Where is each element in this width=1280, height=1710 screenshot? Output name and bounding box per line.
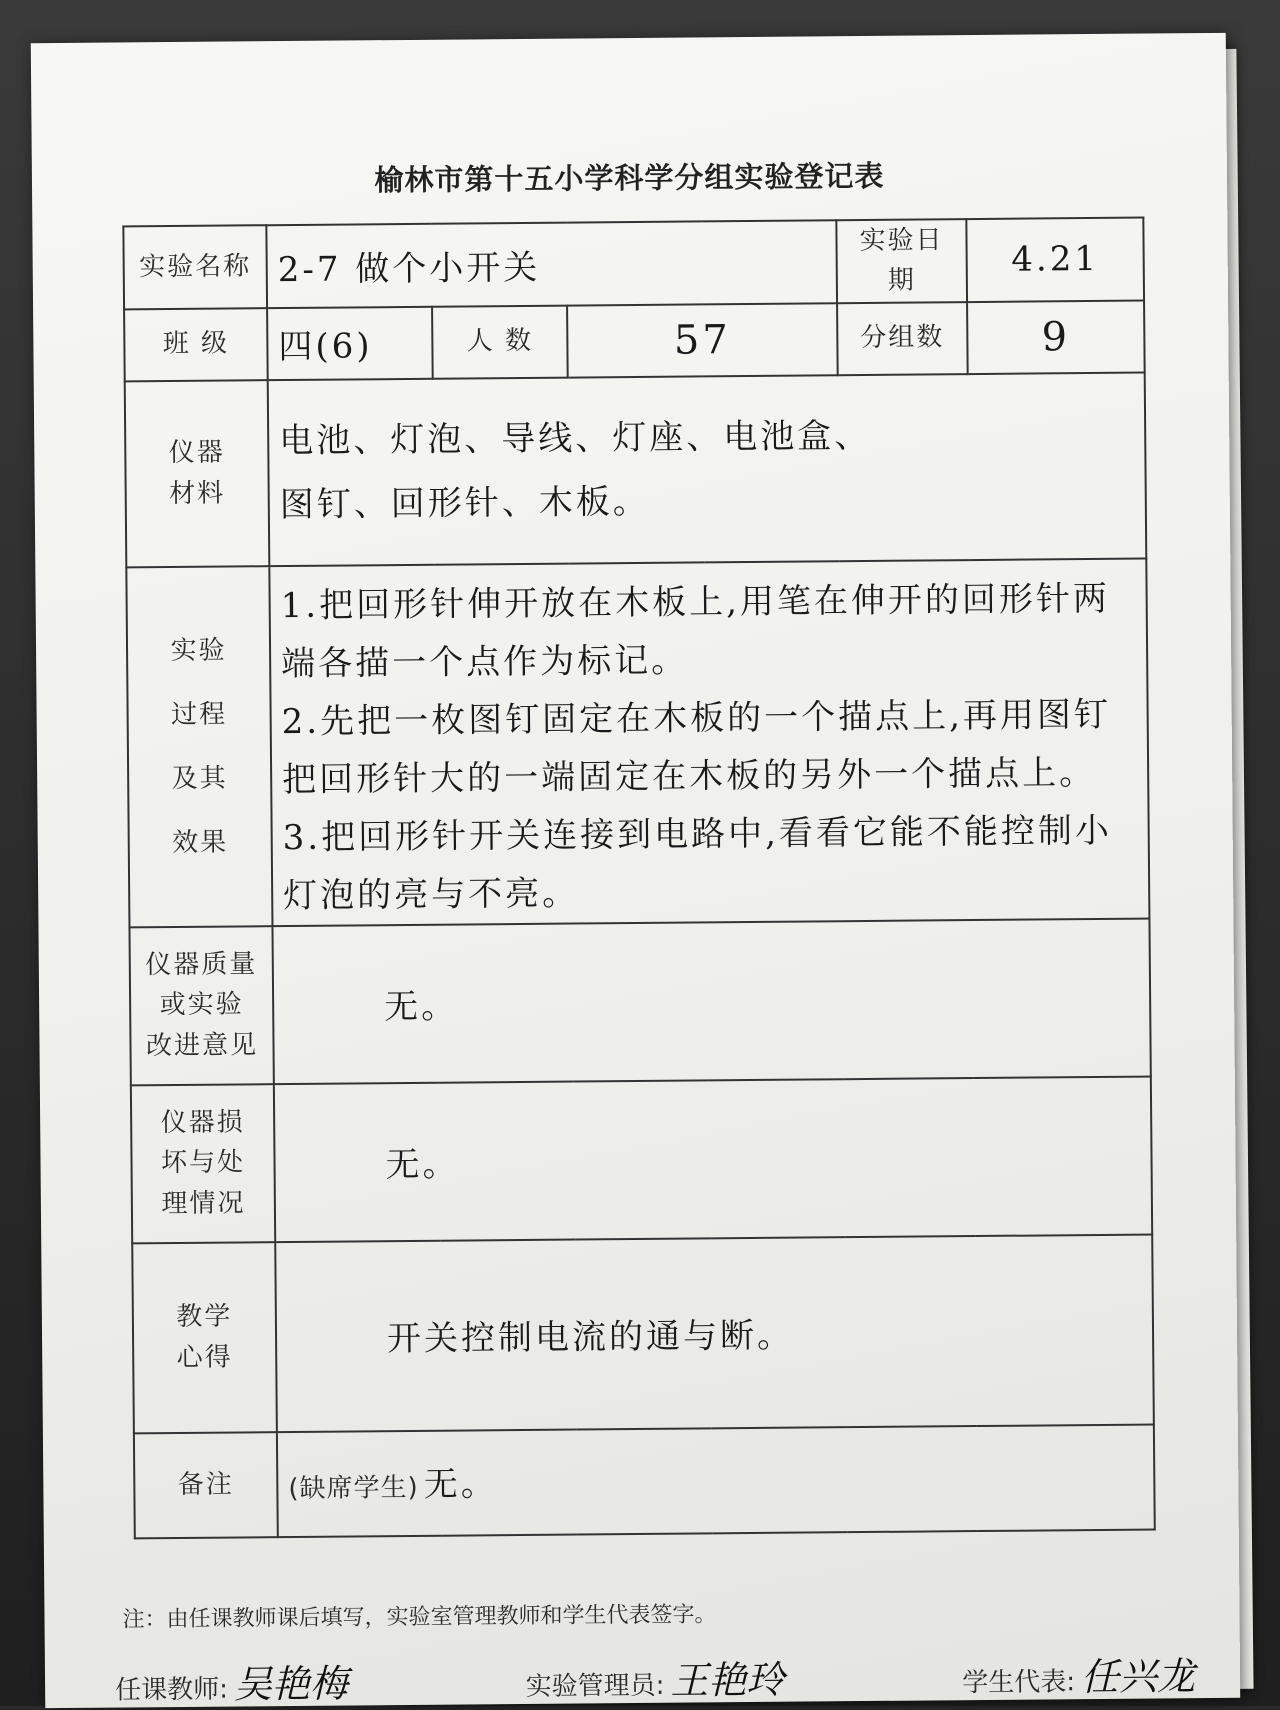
quality-label: [129, 926, 273, 1085]
teaching-label-line1: 教学: [176, 1301, 233, 1333]
damage-label-line1: 仪器损: [160, 1107, 245, 1139]
student-signature: [962, 1645, 1195, 1702]
experiment-name-value: 2-7 做个小开关: [266, 220, 837, 308]
equipment-label: [125, 380, 270, 567]
experiment-name-label: 实验名称: [123, 225, 267, 309]
form-sheet: [31, 33, 1240, 1708]
process-label-line1: 实验: [170, 635, 227, 666]
row-equipment: [125, 372, 1147, 567]
teaching-label: [132, 1242, 277, 1433]
row-damage: [131, 1076, 1152, 1243]
groups-value: 9: [967, 300, 1145, 374]
teacher-label: 任课教师:: [115, 1674, 229, 1706]
process-label-line2: 过程: [170, 699, 228, 730]
footer-note: 注：由任课教师课后填写，实验室管理教师和学生代表签字。: [122, 1602, 717, 1633]
process-label-line3: 及其: [171, 763, 228, 794]
row-class-info: [124, 300, 1145, 381]
process-step-3: 3.把回形针开关连接到电路中,看看它能不能控制小灯泡的亮与不亮。: [282, 810, 1113, 916]
admin-label: 实验管理员:: [525, 1670, 665, 1702]
teacher-name: 吴艳梅: [233, 1661, 349, 1707]
quality-value: 无。: [272, 918, 1150, 1084]
student-label: 学生代表:: [962, 1667, 1076, 1699]
people-label: 人 数: [432, 305, 568, 378]
people-value: 57: [567, 303, 838, 377]
class-label: 班 级: [124, 308, 268, 381]
teaching-label-line2: 心得: [176, 1342, 233, 1373]
equipment-line2: 图钉、回形针、木板。: [279, 481, 650, 525]
process-value: [269, 558, 1149, 926]
admin-signature: [525, 1649, 784, 1706]
quality-label-line3: 改进意见: [145, 1030, 259, 1062]
remarks-text: 无。: [423, 1464, 498, 1506]
admin-name: 王艳玲: [670, 1657, 785, 1703]
damage-label-line2: 坏与处: [160, 1147, 246, 1179]
class-value: 四(6): [267, 306, 433, 379]
row-teaching: [132, 1234, 1154, 1433]
equipment-line1: 电池、灯泡、导线、灯座、电池盒、: [279, 415, 872, 461]
process-label-line4: 效果: [172, 827, 229, 858]
teacher-signature: [115, 1653, 348, 1710]
process-label: [126, 566, 272, 927]
remarks-label: 备注: [134, 1432, 278, 1538]
quality-label-line1: 仪器质量: [145, 949, 258, 981]
quality-label-line2: 或实验: [159, 989, 244, 1021]
damage-label: [131, 1084, 275, 1243]
experiment-date-value: 4.21: [966, 218, 1144, 302]
equipment-label-line2: 材料: [169, 478, 226, 509]
damage-label-line3: 理情况: [161, 1188, 246, 1219]
registration-table: [122, 217, 1155, 1539]
groups-label: 分组数: [837, 302, 968, 375]
teaching-value: 开关控制电流的通与断。: [275, 1234, 1154, 1432]
experiment-date-label: 实验日期: [836, 219, 967, 303]
equipment-value: [268, 372, 1147, 566]
equipment-label-line1: 仪器: [168, 437, 225, 469]
row-remarks: [134, 1424, 1155, 1538]
process-step-1: 1.把回形针伸开放在木板上,用笔在伸开的回形针两端各描一个点作为标记。: [280, 578, 1111, 684]
damage-value: 无。: [274, 1076, 1152, 1242]
remarks-value: [277, 1424, 1155, 1537]
row-process: [126, 558, 1149, 927]
form-title: 榆林市第十五小学科学分组实验登记表: [374, 158, 885, 198]
student-name: 任兴龙: [1080, 1654, 1196, 1700]
remarks-prefix: (缺席学生): [288, 1473, 419, 1505]
row-experiment-name: [123, 218, 1144, 309]
process-step-2: 2.先把一枚图钉固定在木板的一个描点上,再用图钉把回形针大的一端固定在木板的另外一个描点上。: [281, 694, 1112, 800]
row-quality: [129, 918, 1150, 1085]
signature-row: [115, 1645, 1195, 1709]
